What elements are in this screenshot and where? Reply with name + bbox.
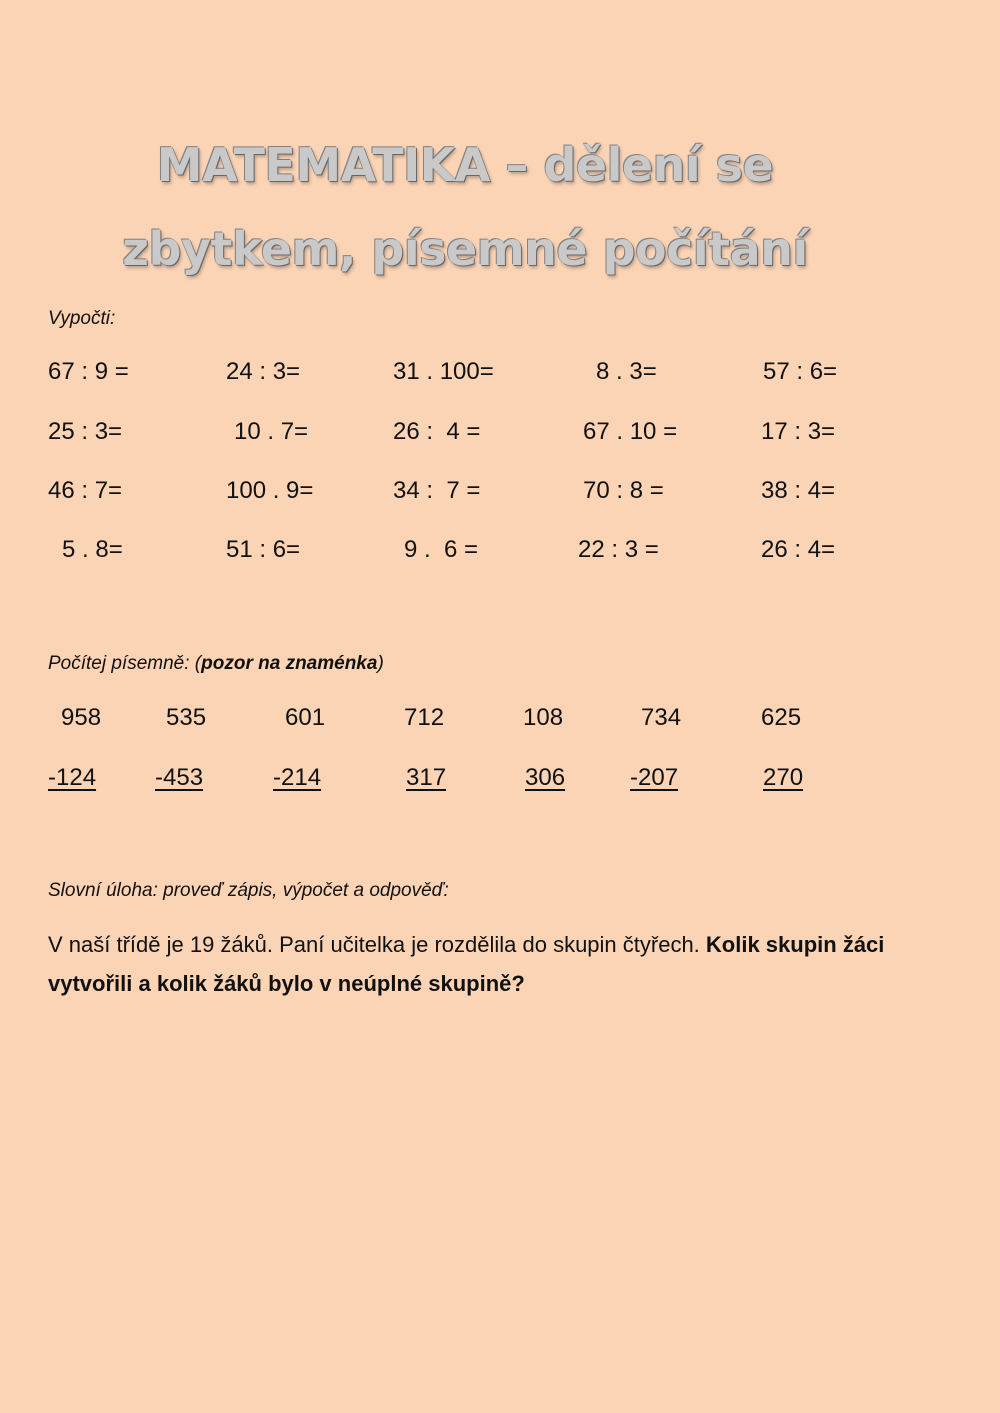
subtrahend: 317 xyxy=(406,764,447,791)
subtrahend: 270 xyxy=(763,764,804,791)
exercise-cell: 67 : 9 = xyxy=(48,358,129,385)
exercise-cell: 51 : 6= xyxy=(226,536,301,563)
exercise-cell: 46 : 7= xyxy=(48,477,123,504)
exercise-cell: 5 . 8= xyxy=(62,536,123,563)
section-label-written: Počítej písemně: (pozor na znaménka) xyxy=(48,653,384,674)
minuend: 535 xyxy=(166,704,207,731)
page-title-line-2: zbytkem, písemné počítání xyxy=(122,222,808,276)
exercise-cell: 100 . 9= xyxy=(226,477,314,504)
exercise-cell: 17 : 3= xyxy=(761,418,836,445)
exercise-cell: 8 . 3= xyxy=(596,358,657,385)
exercise-cell: 25 : 3= xyxy=(48,418,123,445)
subtrahend: 306 xyxy=(525,764,566,791)
exercise-cell: 38 : 4= xyxy=(761,477,836,504)
minuend: 625 xyxy=(761,704,802,731)
exercise-cell: 24 : 3= xyxy=(226,358,301,385)
minuend: 712 xyxy=(404,704,445,731)
minuend: 734 xyxy=(641,704,682,731)
minuend: 108 xyxy=(523,704,564,731)
exercise-cell: 10 . 7= xyxy=(234,418,309,445)
subtrahend: -214 xyxy=(273,764,322,791)
word-problem-text: V naší třídě je 19 žáků. Paní učitelka je rozdělila do skupin čtyřech. Kolik skupin žáci vytvořili a kolik žáků bylo v neúplné skupině? xyxy=(48,932,885,996)
subtrahend: -453 xyxy=(155,764,204,791)
exercise-cell: 31 . 100= xyxy=(393,358,494,385)
exercise-cell: 22 : 3 = xyxy=(578,536,659,563)
page-title-line-1: MATEMATIKA – dělení se xyxy=(156,138,774,192)
exercise-cell: 34 : 7 = xyxy=(393,477,481,504)
section-label-calculate: Vypočti: xyxy=(48,308,116,329)
exercise-cell: 26 : 4 = xyxy=(393,418,481,445)
subtrahend: -207 xyxy=(630,764,679,791)
exercise-cell: 70 : 8 = xyxy=(583,477,664,504)
exercise-cell: 9 . 6 = xyxy=(404,536,479,563)
section-label-word-problem: Slovní úloha: proveď zápis, výpočet a odpověď: xyxy=(48,880,449,901)
minuend: 601 xyxy=(285,704,326,731)
minuend: 958 xyxy=(61,704,102,731)
exercise-cell: 57 : 6= xyxy=(763,358,838,385)
exercise-cell: 67 . 10 = xyxy=(583,418,678,445)
subtrahend: -124 xyxy=(48,764,97,791)
exercise-cell: 26 : 4= xyxy=(761,536,836,563)
